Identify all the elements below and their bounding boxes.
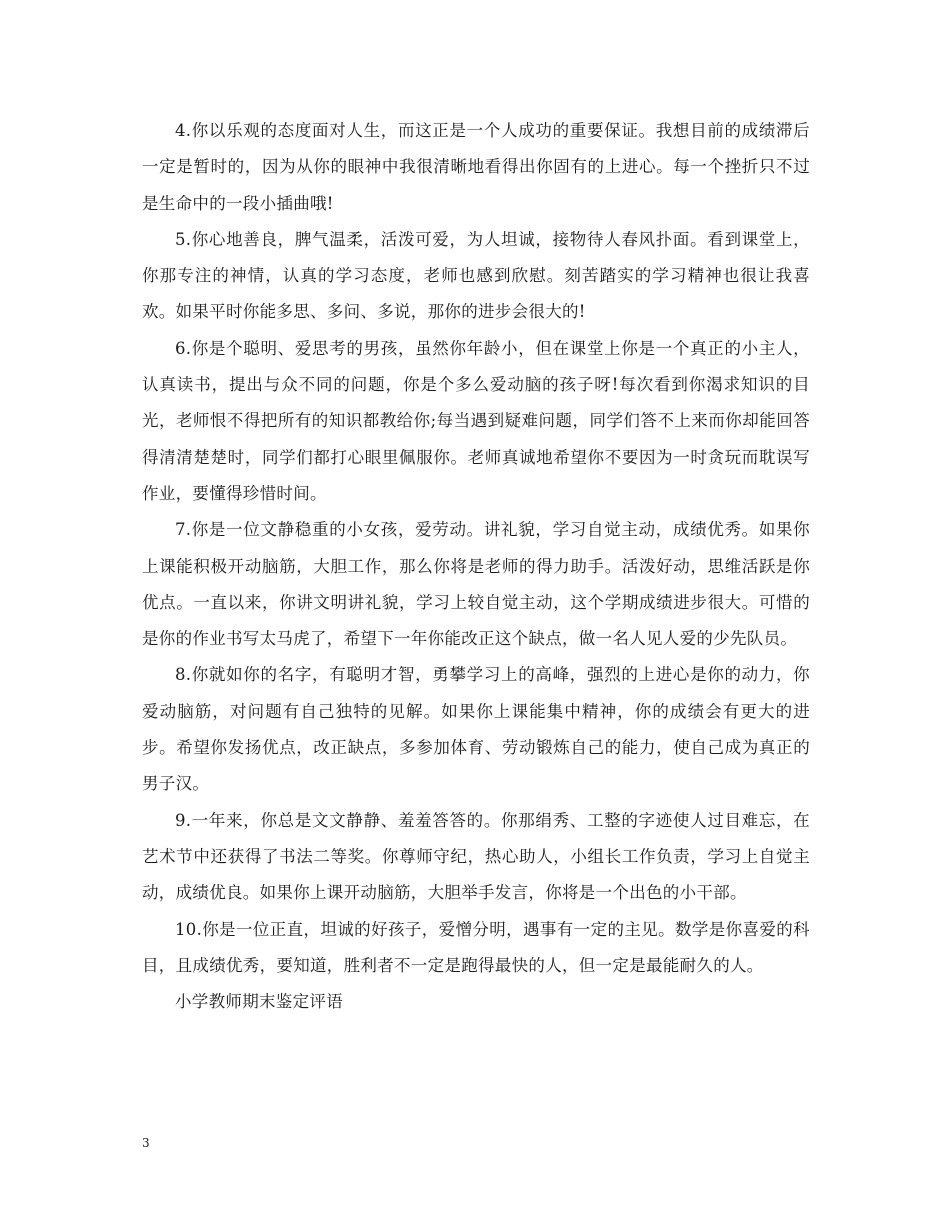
section-heading: 小学教师期末鉴定评语 xyxy=(175,992,343,1012)
comment-paragraph-4: 4.你以乐观的态度面对人生，而这正是一个人成功的重要保证。我想目前的成绩滞后一定是暂时的，因为从你的眼神中我很清晰地看得出你固有的上进心。每一个挫折只不过是生命中的一段小插曲哦! xyxy=(142,121,810,213)
comment-paragraph-10: 10.你是一位正直，坦诚的好孩子，爱憎分明，遇事有一定的主见。数学是你喜爱的科目，且成绩优秀，要知道，胜利者不一定是跑得最快的人，但一定是最能耐久的人。 xyxy=(142,919,810,975)
comment-paragraph-9: 9.一年来，你总是文文静静、羞羞答答的。你那绢秀、工整的字迹使人过目难忘，在艺术节中还获得了书法二等奖。你尊师守纪，热心助人，小组长工作负责，学习上自觉主动，成绩优良。如果你上课开动脑筋，大胆举手发言，你将是一个出色的小干部。 xyxy=(142,810,810,903)
document-body xyxy=(142,113,810,1020)
comment-paragraph-6: 6.你是个聪明、爱思考的男孩，虽然你年龄小，但在课堂上你是一个真正的小主人，认真读书，提出与众不同的问题，你是个多么爱动脑的孩子呀!每次看到你渴求知识的目光，老师恨不得把所有的知识都教给你;每当遇到疑难问题，同学们答不上来而你却能回答得清清楚楚时，同学们都打心眼里佩服你。老师真诚地希望你不要因为一时贪玩而耽误写作业，要懂得珍惜时间。 xyxy=(142,338,810,503)
page-number: 3 xyxy=(142,1136,150,1150)
comment-paragraph-5: 5.你心地善良，脾气温柔，活泼可爱，为人坦诚，接物待人春风扑面。看到课堂上，你那专注的神情，认真的学习态度，老师也感到欣慰。刻苦踏实的学习精神也很让我喜欢。如果平时你能多思、多问、多说，那你的进步会很大的! xyxy=(142,229,810,322)
comment-paragraph-8: 8.你就如你的名字，有聪明才智，勇攀学习上的高峰，强烈的上进心是你的动力，你爱动脑筋，对问题有自己独特的见解。如果你上课能集中精神，你的成绩会有更大的进步。希望你发扬优点，改正缺点，多参加体育、劳动锻炼自己的能力，使自己成为真正的男子汉。 xyxy=(142,665,810,794)
comment-paragraph-7: 7.你是一位文静稳重的小女孩，爱劳动。讲礼貌，学习自觉主动，成绩优秀。如果你上课能积极开动脑筋，大胆工作，那么你将是老师的得力助手。活泼好动，思维活跃是你优点。一直以来，你讲文明讲礼貌，学习上较自觉主动，这个学期成绩进步很大。可惜的是你的作业书写太马虎了，希望下一年你能改正这个缺点，做一名人见人爱的少先队员。 xyxy=(142,520,810,649)
